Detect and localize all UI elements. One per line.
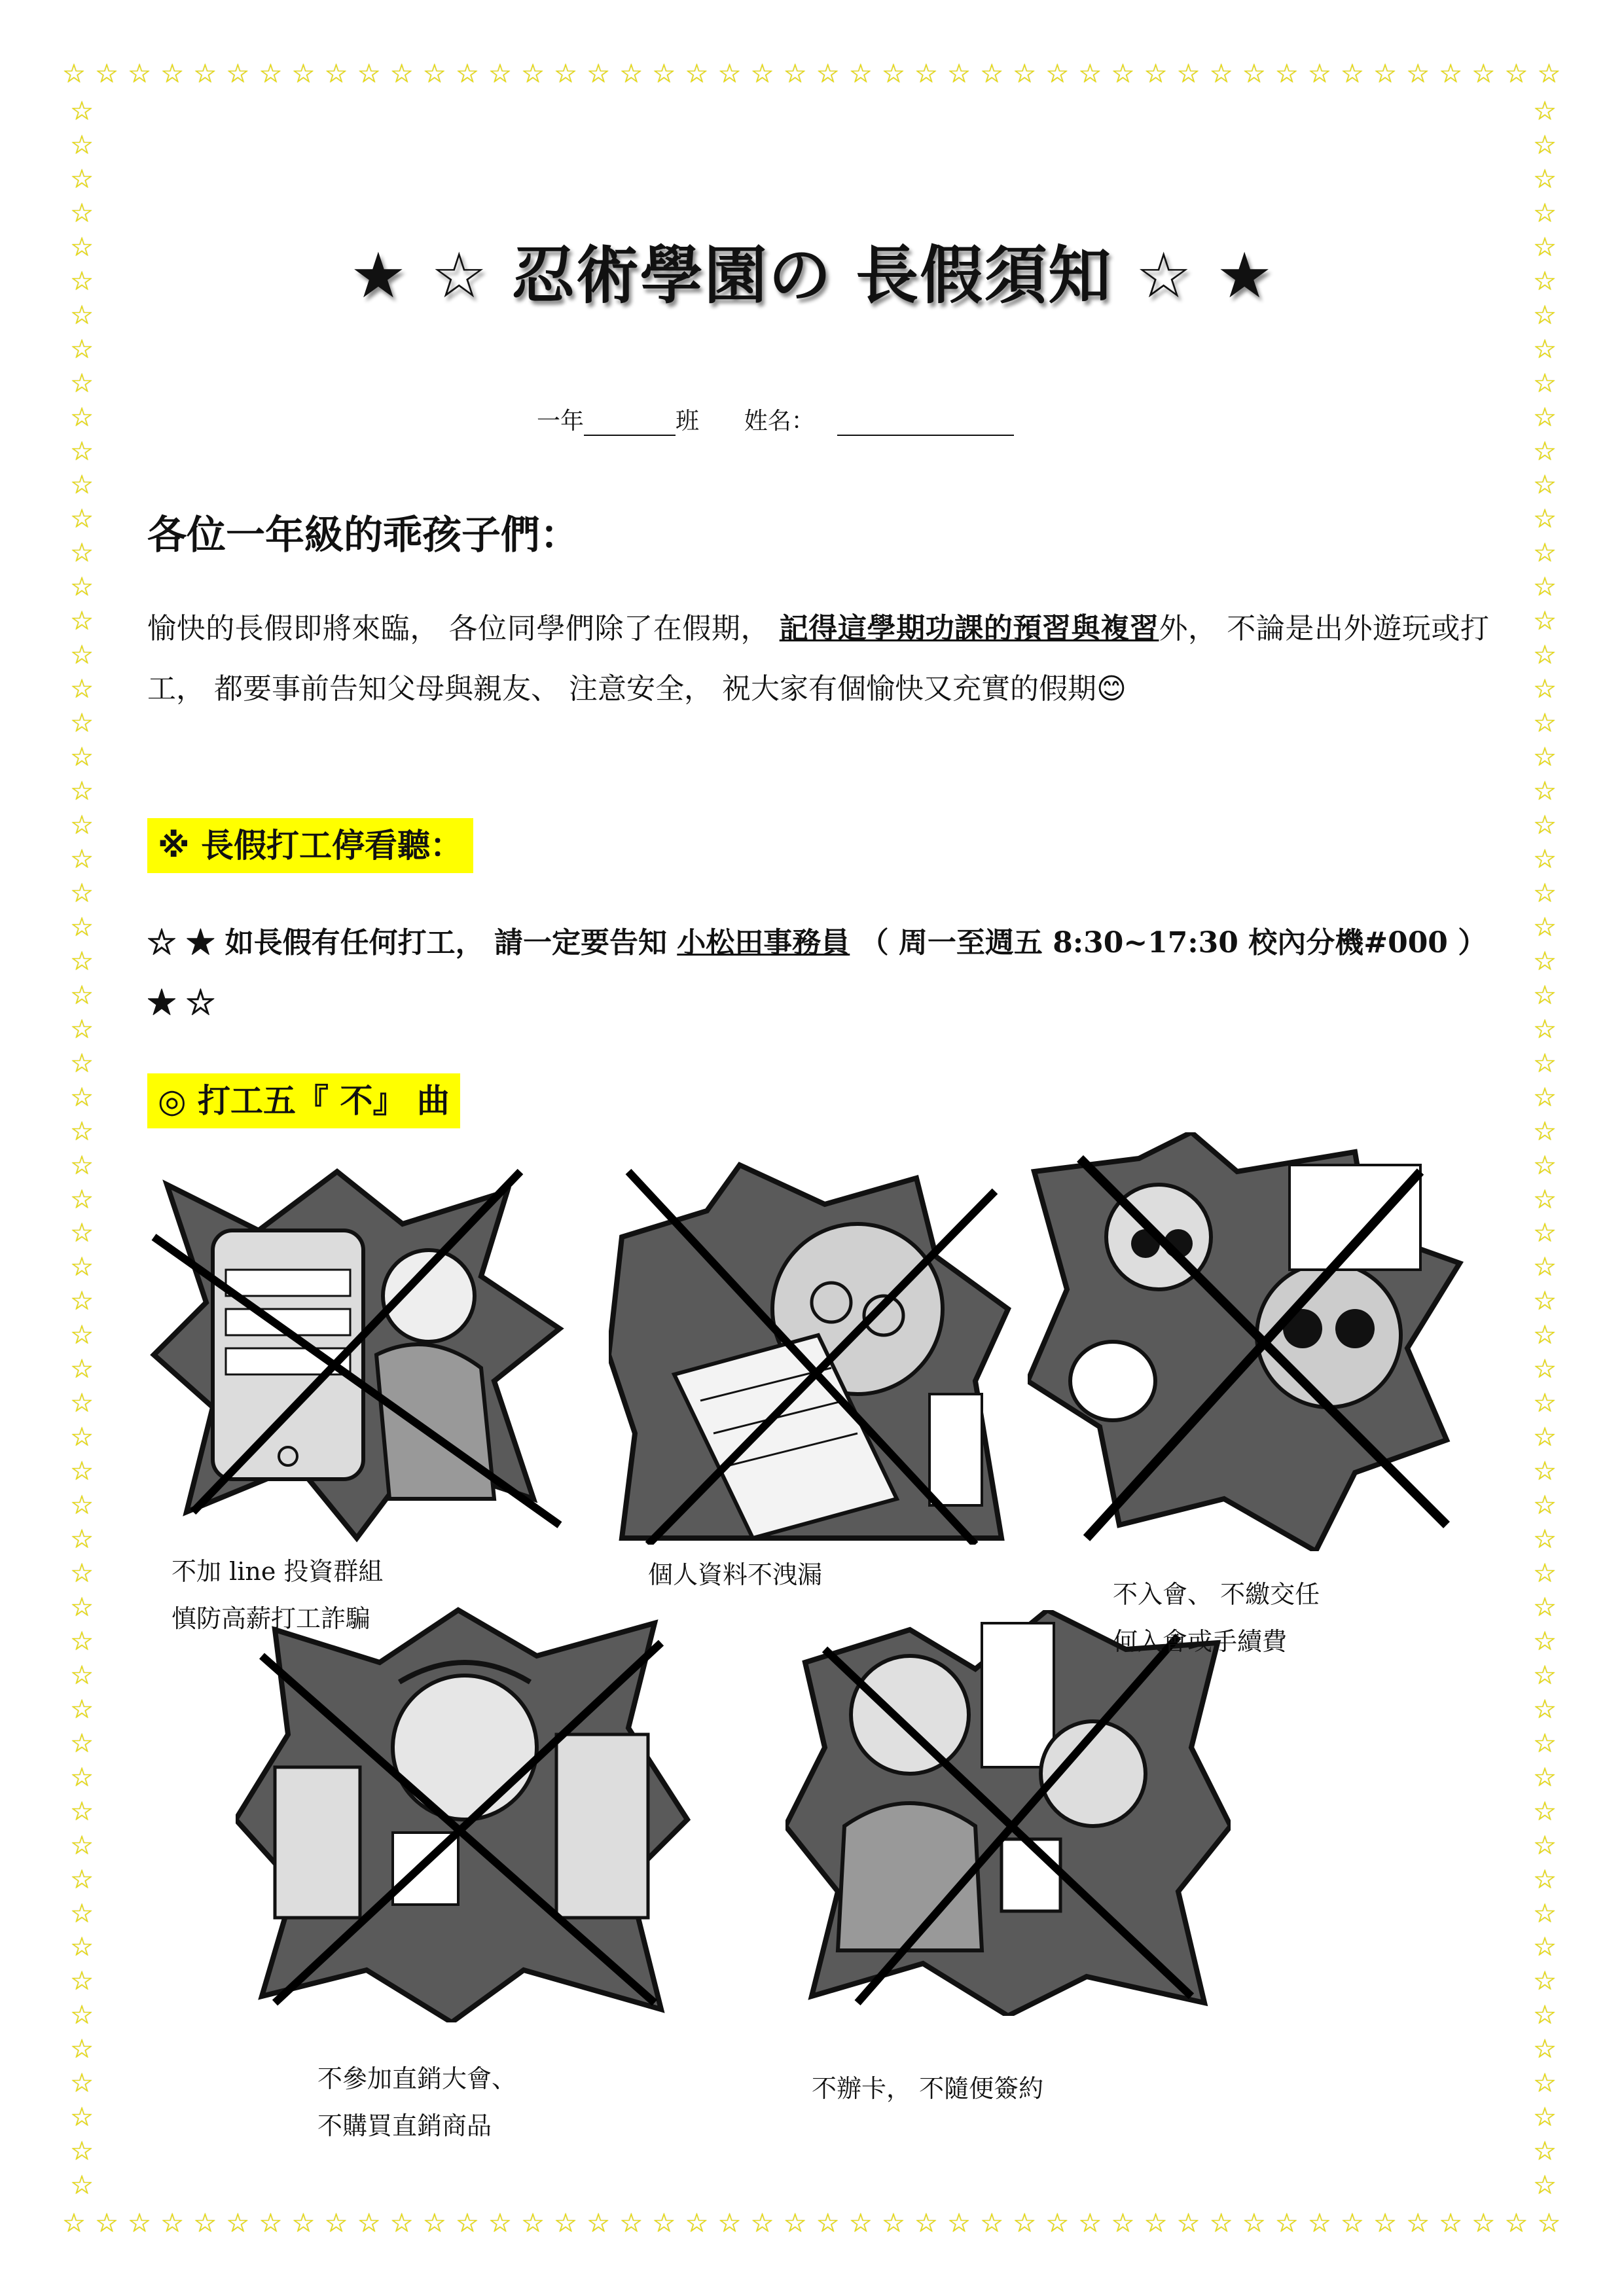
border-star-icon: ☆: [70, 538, 94, 569]
border-star-icon: ☆: [717, 59, 742, 89]
panel-personal-data: [609, 1158, 1015, 1545]
border-star-icon: ☆: [1373, 59, 1397, 89]
caption-line: 何入會或手續費: [1113, 1627, 1288, 1656]
border-star-icon: ☆: [1533, 1728, 1557, 1759]
border-star-icon: ☆: [750, 2208, 774, 2238]
border-star-icon: ☆: [1533, 844, 1557, 874]
border-star-icon: ☆: [70, 130, 94, 160]
border-star-icon: ☆: [554, 59, 578, 89]
border-star-icon: ☆: [1533, 2136, 1557, 2167]
border-star-icon: ☆: [1533, 640, 1557, 671]
border-star-icon: ☆: [1533, 130, 1557, 160]
border-star-icon: ☆: [291, 59, 316, 89]
border-star-icon: ☆: [1307, 2208, 1331, 2238]
border-star-icon: ☆: [70, 2000, 94, 2031]
fan-sign-icon: [1070, 1342, 1155, 1420]
border-star-icon: ☆: [1533, 980, 1557, 1011]
border-star-icon: ☆: [1533, 436, 1557, 467]
border-star-icon: ☆: [1533, 1320, 1557, 1351]
border-star-icon: ☆: [1176, 2208, 1200, 2238]
border-star-icon: ☆: [70, 266, 94, 296]
border-star-icon: ☆: [357, 2208, 381, 2238]
border-right: [1528, 98, 1561, 2199]
border-star-icon: ☆: [70, 436, 94, 467]
border-star-icon: ☆: [389, 2208, 414, 2238]
intro-text-1: 愉快的長假即將來臨， 各位同學們除了在假期，: [147, 612, 780, 645]
intro-paragraph: [147, 599, 1489, 719]
border-star-icon: ☆: [70, 334, 94, 365]
border-star-icon: ☆: [70, 878, 94, 908]
border-star-icon: ☆: [1144, 2208, 1168, 2238]
smile-icon: 😊: [1096, 672, 1127, 706]
border-star-icon: ☆: [70, 1218, 94, 1249]
border-star-icon: ☆: [70, 1932, 94, 1963]
border-star-icon: ☆: [70, 300, 94, 331]
border-star-icon: ☆: [70, 674, 94, 705]
border-star-icon: ☆: [291, 2208, 316, 2238]
border-star-icon: ☆: [422, 2208, 446, 2238]
border-star-icon: ☆: [70, 708, 94, 739]
border-star-icon: ☆: [70, 1762, 94, 1793]
border-star-icon: ☆: [1533, 1048, 1557, 1079]
border-star-icon: ☆: [95, 59, 118, 89]
border-star-icon: ☆: [1533, 1626, 1557, 1657]
border-star-icon: ☆: [70, 776, 94, 807]
border-star-icon: ☆: [586, 59, 611, 89]
border-star-icon: ☆: [70, 1864, 94, 1895]
border-star-icon: ☆: [70, 2034, 94, 2065]
border-star-icon: ☆: [1341, 2208, 1364, 2238]
border-star-icon: ☆: [1533, 2000, 1557, 2031]
border-star-icon: ☆: [1533, 2068, 1557, 2099]
border-star-icon: ☆: [1533, 1932, 1557, 1963]
caption-line: 不加 line 投資群組: [171, 1557, 384, 1586]
border-star-icon: ☆: [816, 2208, 840, 2238]
border-star-icon: ☆: [1504, 2208, 1528, 2238]
section-heading-five-nos: ◎ 打工五『 不』 曲: [147, 1073, 460, 1128]
border-star-icon: ☆: [947, 59, 971, 89]
border-star-icon: ☆: [70, 2170, 94, 2201]
border-star-icon: ☆: [128, 59, 152, 89]
border-star-icon: ☆: [70, 504, 94, 535]
border-star-icon: ☆: [1533, 1796, 1557, 1827]
border-star-icon: ☆: [1533, 334, 1557, 365]
border-star-icon: ☆: [70, 1150, 94, 1181]
border-star-icon: ☆: [1533, 1524, 1557, 1555]
border-star-icon: ☆: [70, 1286, 94, 1317]
border-star-icon: ☆: [160, 59, 185, 89]
border-star-icon: ☆: [70, 1660, 94, 1691]
border-star-icon: ☆: [193, 2208, 217, 2238]
border-star-icon: ☆: [521, 2208, 545, 2238]
border-star-icon: ☆: [1533, 1456, 1557, 1487]
border-star-icon: ☆: [1307, 59, 1331, 89]
border-star-icon: ☆: [947, 2208, 971, 2238]
border-star-icon: ☆: [1533, 1694, 1557, 1725]
page-title: ★ ☆ 忍術學園の 長假須知 ☆ ★: [350, 239, 1274, 312]
border-star-icon: ☆: [848, 59, 873, 89]
border-star-icon: ☆: [357, 59, 381, 89]
border-star-icon: ☆: [783, 59, 807, 89]
border-star-icon: ☆: [980, 2208, 1004, 2238]
border-star-icon: ☆: [455, 2208, 479, 2238]
border-star-icon: ☆: [1533, 300, 1557, 331]
border-star-icon: ☆: [70, 946, 94, 977]
border-star-icon: ☆: [717, 2208, 742, 2238]
border-star-icon: ☆: [70, 980, 94, 1011]
border-star-icon: ☆: [1533, 402, 1557, 433]
border-star-icon: ☆: [1533, 606, 1557, 637]
border-star-icon: ☆: [70, 640, 94, 671]
border-star-icon: ☆: [1533, 96, 1557, 126]
border-star-icon: ☆: [1533, 1252, 1557, 1283]
border-star-icon: ☆: [1533, 1218, 1557, 1249]
border-star-icon: ☆: [259, 59, 283, 89]
border-star-icon: ☆: [1533, 1422, 1557, 1453]
border-star-icon: ☆: [70, 1898, 94, 1929]
border-star-icon: ☆: [70, 470, 94, 501]
border-star-icon: ☆: [70, 1082, 94, 1113]
border-star-icon: ☆: [1274, 59, 1299, 89]
caption-membership-fee: [1113, 1571, 1320, 1665]
grade-label: 一年: [537, 408, 585, 435]
border-star-icon: ☆: [1533, 2170, 1557, 2201]
border-star-icon: ☆: [1533, 742, 1557, 773]
border-star-icon: ☆: [1533, 1490, 1557, 1521]
border-star-icon: ☆: [70, 2068, 94, 2099]
border-star-icon: ☆: [70, 232, 94, 262]
border-star-icon: ☆: [128, 2208, 152, 2238]
border-star-icon: ☆: [62, 2208, 86, 2238]
border-star-icon: ☆: [1242, 59, 1266, 89]
border-star-icon: ☆: [1533, 674, 1557, 705]
border-star-icon: ☆: [70, 1252, 94, 1283]
border-star-icon: ☆: [1537, 2208, 1561, 2238]
border-star-icon: ☆: [1533, 1082, 1557, 1113]
border-star-icon: ☆: [70, 572, 94, 603]
border-star-icon: ☆: [95, 2208, 118, 2238]
border-star-icon: ☆: [70, 1456, 94, 1487]
border-star-icon: ☆: [1209, 2208, 1233, 2238]
intro-underlined: 記得這學期功課的預習與複習: [779, 612, 1159, 645]
border-star-icon: ☆: [1533, 1762, 1557, 1793]
border-star-icon: ☆: [750, 59, 774, 89]
caption-line: 不購買直銷商品: [317, 2111, 492, 2140]
panel-phone-scam: [141, 1158, 573, 1545]
border-star-icon: ☆: [70, 1116, 94, 1147]
product-stack-icon: [556, 1734, 648, 1918]
border-star-icon: ☆: [70, 402, 94, 433]
border-star-icon: ☆: [324, 2208, 348, 2238]
border-star-icon: ☆: [1439, 59, 1463, 89]
credit-card-icon: [1001, 1839, 1060, 1911]
border-star-icon: ☆: [1533, 538, 1557, 569]
border-star-icon: ☆: [70, 1592, 94, 1623]
border-star-icon: ☆: [1242, 2208, 1266, 2238]
border-star-icon: ☆: [1533, 1592, 1557, 1623]
border-star-icon: ☆: [70, 1014, 94, 1045]
border-star-icon: ☆: [62, 59, 86, 89]
border-star-icon: ☆: [1533, 1286, 1557, 1317]
border-star-icon: ☆: [160, 2208, 185, 2238]
name-label: 姓名：: [744, 408, 815, 435]
border-star-icon: ☆: [70, 1694, 94, 1725]
border-star-icon: ☆: [1533, 368, 1557, 399]
caption-line: 慎防高薪打工詐騙: [171, 1604, 371, 1633]
intro-text-2: 外， 不論是出外遊玩或打工， 都要事前告知父母與親友、 注意安全， 祝大家有個愉快又充實的假期: [147, 612, 1489, 706]
border-star-icon: ☆: [1533, 1966, 1557, 1997]
border-star-icon: ☆: [70, 1388, 94, 1419]
border-star-icon: ☆: [1078, 2208, 1102, 2238]
border-star-icon: ☆: [1504, 59, 1528, 89]
border-star-icon: ☆: [488, 59, 512, 89]
greeting-heading: 各位一年級的乖孩子們：: [147, 512, 579, 558]
border-star-icon: ☆: [1209, 59, 1233, 89]
border-star-icon: ☆: [1078, 59, 1102, 89]
border-star-icon: ☆: [1533, 878, 1557, 908]
border-star-icon: ☆: [70, 2136, 94, 2167]
border-star-icon: ☆: [1533, 1660, 1557, 1691]
border-star-icon: ☆: [1533, 198, 1557, 228]
border-star-icon: ☆: [1537, 59, 1561, 89]
border-star-icon: ☆: [1013, 2208, 1037, 2238]
caption-phone-scam: [171, 1548, 383, 1642]
border-star-icon: ☆: [1533, 1388, 1557, 1419]
border-star-icon: ☆: [70, 844, 94, 874]
border-star-icon: ☆: [1144, 59, 1168, 89]
border-star-icon: ☆: [521, 59, 545, 89]
border-star-icon: ☆: [1533, 232, 1557, 262]
border-star-icon: ☆: [70, 1320, 94, 1351]
border-star-icon: ☆: [783, 2208, 807, 2238]
border-star-icon: ☆: [652, 2208, 676, 2238]
notice-text-2: （ 周一至週五 8:30~17:30 校內分機#000 ） ★ ☆: [147, 926, 1487, 1020]
border-star-icon: ☆: [881, 2208, 905, 2238]
border-star-icon: ☆: [1111, 59, 1135, 89]
border-star-icon: ☆: [1533, 504, 1557, 535]
caption-personal-data: [648, 1551, 822, 1598]
border-star-icon: ☆: [70, 1490, 94, 1521]
notice-paragraph: [147, 913, 1489, 1033]
border-star-icon: ☆: [70, 368, 94, 399]
border-star-icon: ☆: [70, 2102, 94, 2133]
border-star-icon: ☆: [70, 1558, 94, 1588]
border-star-icon: ☆: [619, 2208, 643, 2238]
caption-line: 不辦卡， 不隨便簽約: [812, 2074, 1044, 2103]
border-star-icon: ☆: [1045, 59, 1070, 89]
border-star-icon: ☆: [1373, 2208, 1397, 2238]
class-label: 班: [676, 408, 700, 435]
border-star-icon: ☆: [1533, 164, 1557, 194]
border-star-icon: ☆: [685, 2208, 709, 2238]
border-star-icon: ☆: [70, 606, 94, 637]
border-star-icon: ☆: [1533, 708, 1557, 739]
border-star-icon: ☆: [70, 1524, 94, 1555]
border-star-icon: ☆: [259, 2208, 283, 2238]
border-star-icon: ☆: [1533, 912, 1557, 942]
border-star-icon: ☆: [1533, 2102, 1557, 2133]
border-star-icon: ☆: [1533, 1116, 1557, 1147]
border-star-icon: ☆: [193, 59, 217, 89]
border-star-icon: ☆: [70, 198, 94, 228]
border-star-icon: ☆: [422, 59, 446, 89]
border-star-icon: ☆: [1533, 1014, 1557, 1045]
border-star-icon: ☆: [70, 742, 94, 773]
border-star-icon: ☆: [619, 59, 643, 89]
border-star-icon: ☆: [1341, 59, 1364, 89]
border-star-icon: ☆: [455, 59, 479, 89]
border-star-icon: ☆: [389, 59, 414, 89]
border-star-icon: ☆: [1533, 946, 1557, 977]
border-star-icon: ☆: [1439, 2208, 1463, 2238]
section-heading-notice: ※ 長假打工停看聽：: [147, 818, 473, 873]
border-star-icon: ☆: [1013, 59, 1037, 89]
border-star-icon: ☆: [1533, 810, 1557, 841]
panel-direct-sales: [236, 1604, 694, 2022]
border-star-icon: ☆: [226, 2208, 250, 2238]
border-star-icon: ☆: [1045, 2208, 1070, 2238]
border-star-icon: ☆: [1533, 776, 1557, 807]
border-star-icon: ☆: [1533, 2034, 1557, 2065]
border-star-icon: ☆: [488, 2208, 512, 2238]
border-star-icon: ☆: [324, 59, 348, 89]
panel-card-contract: [785, 1610, 1231, 2016]
border-star-icon: ☆: [70, 1422, 94, 1453]
border-star-icon: ☆: [980, 59, 1004, 89]
panel-membership-fee: [1028, 1132, 1466, 1551]
border-top: [62, 58, 1561, 90]
border-star-icon: ☆: [70, 1626, 94, 1657]
notice-text-1: ☆ ★ 如長假有任何打工， 請一定要告知: [147, 926, 677, 960]
border-star-icon: ☆: [1533, 1558, 1557, 1588]
border-star-icon: ☆: [848, 2208, 873, 2238]
border-star-icon: ☆: [881, 59, 905, 89]
border-star-icon: ☆: [1176, 59, 1200, 89]
border-star-icon: ☆: [1274, 2208, 1299, 2238]
border-star-icon: ☆: [1533, 470, 1557, 501]
border-star-icon: ☆: [1533, 266, 1557, 296]
caption-card-contract: [812, 2065, 1043, 2112]
caption-line: 不入會、 不繳交任: [1113, 1580, 1320, 1609]
name-blank[interactable]: [837, 435, 1014, 436]
border-star-icon: ☆: [70, 96, 94, 126]
border-star-icon: ☆: [70, 164, 94, 194]
border-star-icon: ☆: [914, 59, 938, 89]
caption-direct-sales: [317, 2055, 516, 2149]
border-star-icon: ☆: [1533, 1354, 1557, 1385]
border-star-icon: ☆: [1406, 59, 1430, 89]
border-left: [65, 98, 98, 2199]
border-star-icon: ☆: [1406, 2208, 1430, 2238]
border-star-icon: ☆: [70, 912, 94, 942]
border-star-icon: ☆: [1533, 1184, 1557, 1215]
border-star-icon: ☆: [1533, 1830, 1557, 1861]
notice-contact: 小松田事務員: [677, 926, 850, 960]
border-star-icon: ☆: [70, 1796, 94, 1827]
border-star-icon: ☆: [586, 2208, 611, 2238]
student-info-line: [537, 403, 1014, 436]
border-bottom: [62, 2207, 1561, 2240]
border-star-icon: ☆: [816, 59, 840, 89]
border-star-icon: ☆: [1471, 2208, 1496, 2238]
caption-line: 不參加直銷大會、: [317, 2064, 517, 2093]
border-star-icon: ☆: [1533, 1898, 1557, 1929]
caption-line: 個人資料不洩漏: [648, 1560, 823, 1589]
border-star-icon: ☆: [70, 1354, 94, 1385]
border-star-icon: ☆: [685, 59, 709, 89]
border-star-icon: ☆: [70, 1184, 94, 1215]
border-star-icon: ☆: [914, 2208, 938, 2238]
border-star-icon: ☆: [652, 59, 676, 89]
border-star-icon: ☆: [70, 1048, 94, 1079]
border-star-icon: ☆: [226, 59, 250, 89]
border-star-icon: ☆: [1533, 1864, 1557, 1895]
border-star-icon: ☆: [70, 1728, 94, 1759]
border-star-icon: ☆: [1533, 572, 1557, 603]
class-blank[interactable]: [584, 435, 676, 436]
border-star-icon: ☆: [1471, 59, 1496, 89]
border-star-icon: ☆: [1111, 2208, 1135, 2238]
border-star-icon: ☆: [70, 1966, 94, 1997]
border-star-icon: ☆: [1533, 1150, 1557, 1181]
border-star-icon: ☆: [554, 2208, 578, 2238]
border-star-icon: ☆: [70, 810, 94, 841]
border-star-icon: ☆: [70, 1830, 94, 1861]
